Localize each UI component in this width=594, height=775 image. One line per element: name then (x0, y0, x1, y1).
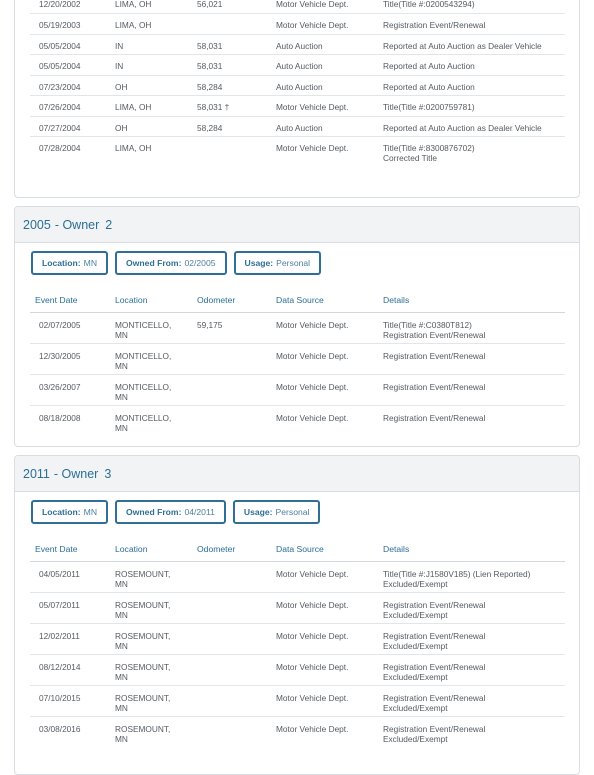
event-location: LIMA, OH (110, 96, 192, 117)
location-line2: MN (115, 609, 128, 620)
event-details (378, 343, 565, 374)
event-details (378, 685, 565, 716)
col-data-source: Data Source (271, 288, 378, 312)
table-row (30, 716, 565, 747)
location-line1: MONTICELLO, (115, 412, 172, 423)
owner3-year: 2011 (23, 466, 50, 481)
badge-key: Owned From: (126, 258, 182, 268)
table-row (30, 343, 565, 374)
event-location: IN (110, 34, 192, 55)
event-details: Reported at Auto Auction (378, 55, 565, 76)
event-odometer (192, 623, 271, 654)
event-details-line1: Registration Event/Renewal (383, 412, 486, 423)
owner2-year: 2005 (23, 217, 51, 232)
location-line1: MONTICELLO, (115, 381, 172, 392)
event-odometer: 59,175 (192, 312, 271, 343)
event-odometer (192, 137, 271, 167)
event-location (110, 592, 192, 623)
badge-value: MN (83, 507, 98, 517)
event-date: 12/02/2011 (30, 623, 110, 654)
event-odometer: 58,031 (192, 34, 271, 55)
event-odometer: 58,284 (192, 75, 271, 96)
event-date: 05/05/2004 (30, 34, 110, 55)
badge-key: Owned From: (126, 507, 182, 517)
event-date: 05/07/2011 (30, 592, 110, 623)
table-row (30, 374, 565, 405)
event-location (110, 716, 192, 747)
event-details-line2: Excluded/Exempt (383, 640, 448, 651)
event-odometer: 58,284 (192, 116, 271, 137)
event-odometer: 56,021 (192, 0, 271, 14)
location-badge[interactable] (31, 500, 108, 524)
location-line2: MN (115, 733, 128, 744)
event-details (378, 592, 565, 623)
event-odometer (192, 14, 271, 35)
owner2-badges (15, 243, 579, 288)
event-details-line1: Registration Event/Renewal (383, 350, 486, 361)
table-row (30, 34, 565, 55)
event-details-line1: Title(Title #:8300876702) (383, 143, 475, 153)
badge-value: 02/2005 (184, 258, 216, 268)
table-row (30, 405, 565, 436)
event-location: LIMA, OH (110, 0, 192, 14)
event-source: Motor Vehicle Dept. (271, 685, 378, 716)
badge-value: Personal (275, 507, 310, 517)
event-odometer (192, 654, 271, 685)
table-row (30, 55, 565, 76)
event-source: Motor Vehicle Dept. (271, 561, 378, 592)
event-details (378, 137, 565, 167)
usage-badge[interactable] (233, 500, 321, 524)
table-header-row (30, 537, 565, 561)
event-date: 08/12/2014 (30, 654, 110, 685)
event-details: Reported at Auto Auction as Dealer Vehicle (378, 116, 565, 137)
event-source: Motor Vehicle Dept. (271, 312, 378, 343)
col-details: Details (378, 288, 565, 312)
event-date: 08/18/2008 (39, 412, 81, 423)
col-odometer: Odometer (192, 537, 271, 561)
event-date: 05/05/2004 (30, 55, 110, 76)
event-details-line2: Excluded/Exempt (383, 671, 448, 682)
event-date: 03/08/2016 (39, 723, 81, 734)
event-source: Auto Auction (271, 75, 378, 96)
table-header-row (30, 288, 565, 312)
table-row (30, 137, 565, 167)
event-odometer (192, 374, 271, 405)
owned-from-badge[interactable] (115, 251, 226, 275)
table-row (30, 685, 565, 716)
event-date: 07/26/2004 (30, 96, 110, 117)
owner2-history-table (30, 288, 565, 436)
badge-key: Location: (42, 258, 81, 268)
event-date: 07/23/2004 (30, 75, 110, 96)
location-line1: ROSEMOUNT, (115, 661, 171, 672)
col-location: Location (110, 537, 192, 561)
event-details (378, 312, 565, 343)
location-line2: MN (115, 422, 128, 433)
usage-badge[interactable] (234, 251, 322, 275)
event-location (110, 343, 192, 374)
col-odometer: Odometer (192, 288, 271, 312)
event-details (378, 623, 565, 654)
owner3-badges (15, 492, 579, 537)
event-details-line1: Title(Title #:J1580V185) (Lien Reported) (383, 568, 531, 579)
event-date: 12/20/2002 (30, 0, 110, 14)
event-details-line1: Registration Event/Renewal (383, 661, 486, 672)
location-line1: MONTICELLO, (115, 319, 172, 330)
location-line2: MN (115, 702, 128, 713)
col-details: Details (378, 537, 565, 561)
table-row (30, 14, 565, 35)
badge-key: Usage: (244, 258, 274, 268)
event-location: OH (110, 116, 192, 137)
owner3-label: - Owner (53, 466, 99, 481)
event-location: OH (110, 75, 192, 96)
owner2-header[interactable] (15, 207, 579, 243)
event-date: 07/10/2015 (30, 685, 110, 716)
event-date: 03/26/2007 (30, 374, 110, 405)
event-odometer (192, 405, 271, 436)
event-source: Motor Vehicle Dept. (271, 96, 378, 117)
event-details-line2: Registration Event/Renewal (383, 329, 486, 340)
event-odometer (192, 592, 271, 623)
location-line1: ROSEMOUNT, (115, 599, 171, 610)
event-details (378, 654, 565, 685)
event-location (110, 312, 192, 343)
event-location: LIMA, OH (110, 14, 192, 35)
owner3-number: 3 (104, 466, 112, 481)
event-location (110, 623, 192, 654)
event-details-line1: Registration Event/Renewal (383, 723, 486, 734)
event-source: Auto Auction (271, 116, 378, 137)
event-location (110, 654, 192, 685)
event-location: LIMA, OH (115, 143, 152, 153)
location-line1: ROSEMOUNT, (115, 723, 171, 734)
owner2-label: - Owner (54, 217, 100, 232)
event-source: Motor Vehicle Dept. (271, 0, 378, 14)
event-details-line1: Title(Title #:C0380T812) (383, 319, 472, 330)
table-row (30, 96, 565, 117)
location-line1: ROSEMOUNT, (115, 568, 171, 579)
event-odometer: 58,031 † (192, 96, 271, 117)
event-details (378, 716, 565, 747)
event-date: 05/19/2003 (30, 14, 110, 35)
event-location (110, 405, 192, 436)
table-row (30, 561, 565, 592)
event-details-line1: Registration Event/Renewal (383, 692, 486, 703)
event-source: Motor Vehicle Dept. (276, 723, 349, 734)
event-details-line2: Excluded/Exempt (383, 702, 448, 713)
owner1-history-table (30, 0, 565, 167)
event-details: Title(Title #:0200543294) (378, 0, 565, 14)
event-source: Motor Vehicle Dept. (276, 412, 349, 423)
badge-key: Location: (42, 507, 81, 517)
event-odometer: 58,031 (192, 55, 271, 76)
event-details-line2: Excluded/Exempt (383, 733, 448, 744)
event-source: Motor Vehicle Dept. (271, 623, 378, 654)
event-date: 12/30/2005 (30, 343, 110, 374)
event-details (378, 561, 565, 592)
event-odometer (192, 716, 271, 747)
owner3-card (14, 455, 580, 775)
location-line1: ROSEMOUNT, (115, 692, 171, 703)
table-row (30, 116, 565, 137)
col-location: Location (110, 288, 192, 312)
event-source: Motor Vehicle Dept. (271, 14, 378, 35)
col-data-source: Data Source (271, 537, 378, 561)
event-location: IN (110, 55, 192, 76)
event-details: Reported at Auto Auction as Dealer Vehicle (378, 34, 565, 55)
event-source: Motor Vehicle Dept. (271, 592, 378, 623)
event-source: Auto Auction (271, 34, 378, 55)
event-details-line2: Excluded/Exempt (383, 609, 448, 620)
event-date: 07/27/2004 (30, 116, 110, 137)
event-date: 04/05/2011 (30, 561, 110, 592)
event-source: Auto Auction (271, 55, 378, 76)
event-details: Reported at Auto Auction (378, 75, 565, 96)
col-event-date: Event Date (30, 537, 110, 561)
location-line2: MN (115, 391, 128, 402)
badge-value: MN (83, 258, 98, 268)
owner3-history-table (30, 537, 565, 747)
location-line2: MN (115, 578, 128, 589)
col-event-date: Event Date (30, 288, 110, 312)
event-date: 07/28/2004 (39, 143, 81, 153)
location-line2: MN (115, 671, 128, 682)
event-odometer (192, 685, 271, 716)
event-details-line2: Excluded/Exempt (383, 578, 448, 589)
location-line2: MN (115, 360, 128, 371)
event-date: 02/07/2005 (30, 312, 110, 343)
event-location (110, 685, 192, 716)
table-row (30, 592, 565, 623)
event-odometer (192, 343, 271, 374)
table-row (30, 75, 565, 96)
event-source: Motor Vehicle Dept. (271, 654, 378, 685)
event-source: Motor Vehicle Dept. (271, 343, 378, 374)
event-location (110, 561, 192, 592)
table-row (30, 623, 565, 654)
table-row (30, 654, 565, 685)
table-row (30, 312, 565, 343)
event-odometer (192, 561, 271, 592)
event-details: Registration Event/Renewal (378, 14, 565, 35)
event-source: Motor Vehicle Dept. (271, 374, 378, 405)
badge-value: Personal (276, 258, 311, 268)
location-line2: MN (115, 640, 128, 651)
table-row (30, 0, 565, 14)
badge-value: 04/2011 (184, 507, 215, 517)
location-line2: MN (115, 329, 128, 340)
location-badge[interactable] (31, 251, 108, 275)
badge-key: Usage: (243, 507, 273, 517)
owner3-header[interactable] (15, 456, 579, 492)
event-details: Title(Title #:0200759781) (378, 96, 565, 117)
event-source: Motor Vehicle Dept. (276, 143, 349, 153)
event-details-line1: Registration Event/Renewal (383, 381, 486, 392)
event-details (378, 405, 565, 436)
location-line1: ROSEMOUNT, (115, 630, 171, 641)
owner2-card (14, 206, 580, 447)
event-details-line1: Registration Event/Renewal (383, 630, 486, 641)
location-line1: MONTICELLO, (115, 350, 172, 361)
event-details-line1: Registration Event/Renewal (383, 599, 486, 610)
event-location (110, 374, 192, 405)
owned-from-badge[interactable] (115, 500, 226, 524)
owner2-number: 2 (105, 217, 113, 232)
owner1-history-card (14, 0, 580, 198)
event-details-line2: Corrected Title (383, 153, 437, 163)
event-details (378, 374, 565, 405)
